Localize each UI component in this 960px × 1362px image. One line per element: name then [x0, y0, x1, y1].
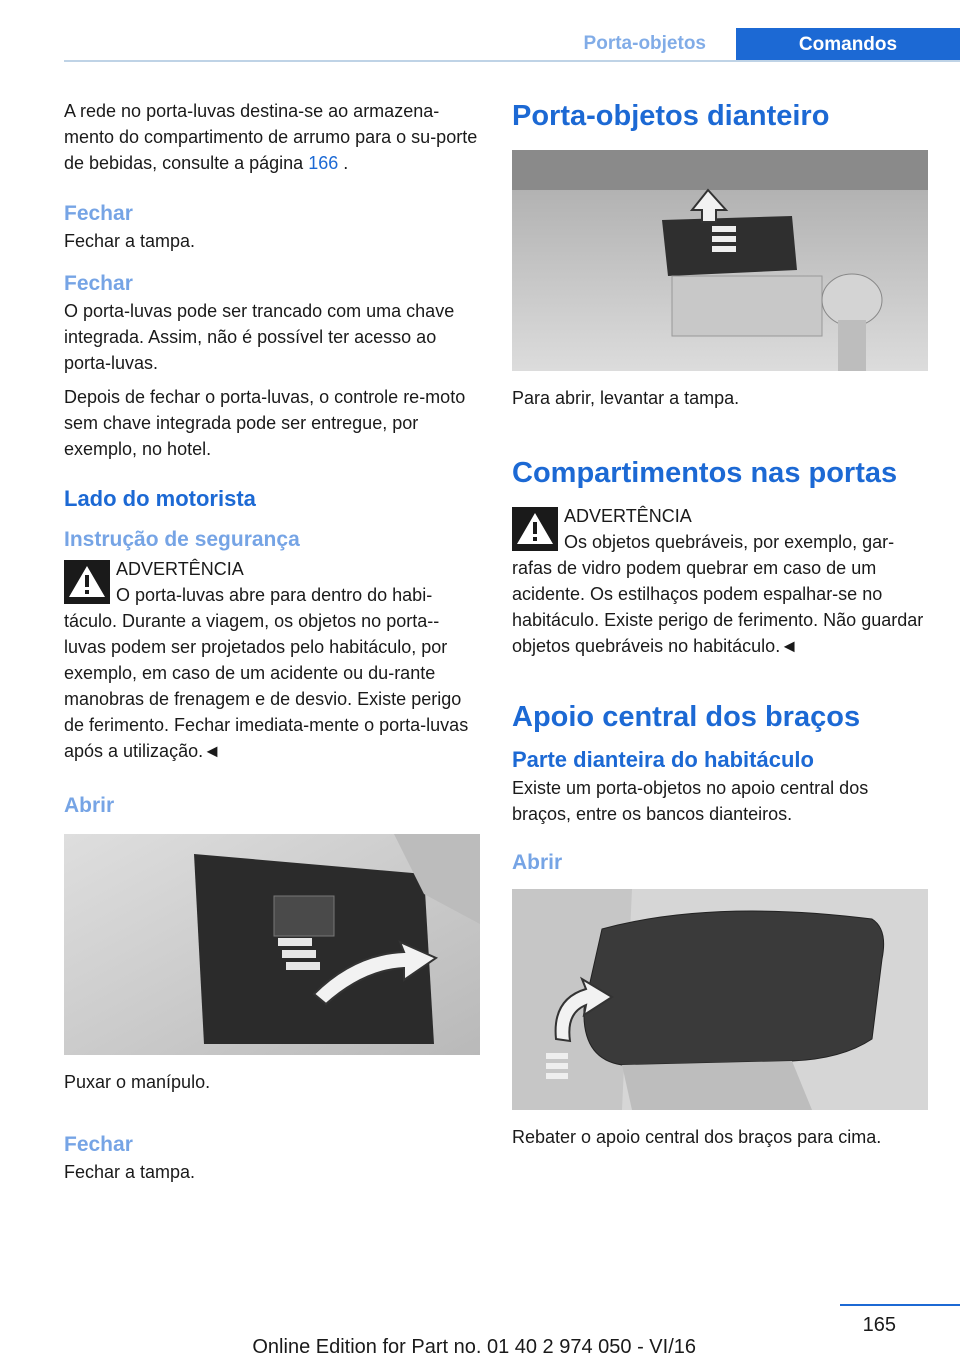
header-rule — [64, 60, 960, 62]
front-cabin-text: Existe um porta-objetos no apoio central dos braços, entre os bancos dianteiros. — [512, 778, 869, 824]
warning-first-line: O porta-luvas abre para dentro do habi- — [116, 585, 433, 605]
fechar-heading-3: Fechar — [64, 1133, 133, 1156]
footer-rule — [840, 1304, 960, 1306]
warning-box-doors — [512, 503, 928, 659]
warning-text: táculo. Durante a viagem, os objetos no porta--luvas podem ser projetados pelo habitáculo, por exemplo, em caso de um acidente ou du-rante manobras de frenagem e de desvio. Existe perigo de ferimento. Fechar imediata-mente o porta-luvas após a utilização.◄ — [64, 611, 469, 761]
abrir-heading-right: Abrir — [512, 851, 563, 874]
warning-title: ADVERTÊNCIA — [116, 559, 244, 579]
driver-side-heading: Lado do motorista — [64, 486, 256, 511]
lock-paragraph: O porta-luvas pode ser trancado com uma chave integrada. Assim, não é possível ter acesso ao porta-luvas. — [64, 301, 455, 373]
warning-triangle-icon — [512, 507, 558, 551]
intro-paragraph: A rede no porta-luvas destina-se ao armazena-mento do compartimento de arrumo para o su-porte de bebidas, consulte a página 166 . — [64, 101, 478, 173]
right-column — [512, 98, 928, 1150]
warning-text: rafas de vidro podem quebrar em caso de um acidente. Os estilhaços podem espalhar-se no habitáculo. Existe perigo de ferimento. Não guardar objetos quebráveis no habitáculo.◄ — [512, 558, 924, 656]
fechar-text-3: Fechar a tampa. — [64, 1162, 196, 1182]
abrir-heading: Abrir — [64, 794, 115, 817]
safety-heading: Instrução de segurança — [64, 528, 300, 551]
page-header — [0, 0, 960, 62]
door-compartments-heading: Compartimentos nas portas — [512, 457, 898, 489]
armrest-image — [512, 889, 928, 1110]
page-number: 165 — [862, 1314, 896, 1336]
front-cabin-heading: Parte dianteira do habitáculo — [512, 747, 814, 772]
fechar-heading-1: Fechar — [64, 202, 133, 225]
fechar-text-1: Fechar a tampa. — [64, 231, 196, 251]
glovebox-handle-image — [64, 834, 480, 1055]
warning-box — [64, 556, 480, 764]
page-link-166[interactable]: 166 — [308, 153, 339, 173]
left-column — [64, 98, 480, 1185]
edition-text: Online Edition for Part no. 01 40 2 974 050 - VI/16 — [252, 1336, 696, 1358]
warning-title: ADVERTÊNCIA — [564, 506, 692, 526]
header-section: Porta-objetos — [583, 33, 706, 54]
header-chapter-tab: Comandos — [736, 28, 960, 61]
remote-paragraph: Depois de fechar o porta-luvas, o controle re-moto sem chave integrada pode ser entregue, por exemplo, no hotel. — [64, 387, 466, 459]
front-caption: Para abrir, levantar a tampa. — [512, 388, 740, 408]
front-storage-heading: Porta-objetos dianteiro — [512, 100, 830, 132]
warning-first-line: Os objetos quebráveis, por exemplo, gar- — [564, 532, 895, 552]
warning-triangle-icon — [64, 560, 110, 604]
fechar-heading-2: Fechar — [64, 272, 133, 295]
abrir-caption: Puxar o manípulo. — [64, 1072, 211, 1092]
armrest-caption: Rebater o apoio central dos braços para cima. — [512, 1127, 882, 1147]
armrest-heading: Apoio central dos braços — [512, 701, 861, 733]
front-compartment-image — [512, 150, 928, 371]
page-footer — [0, 1300, 960, 1362]
